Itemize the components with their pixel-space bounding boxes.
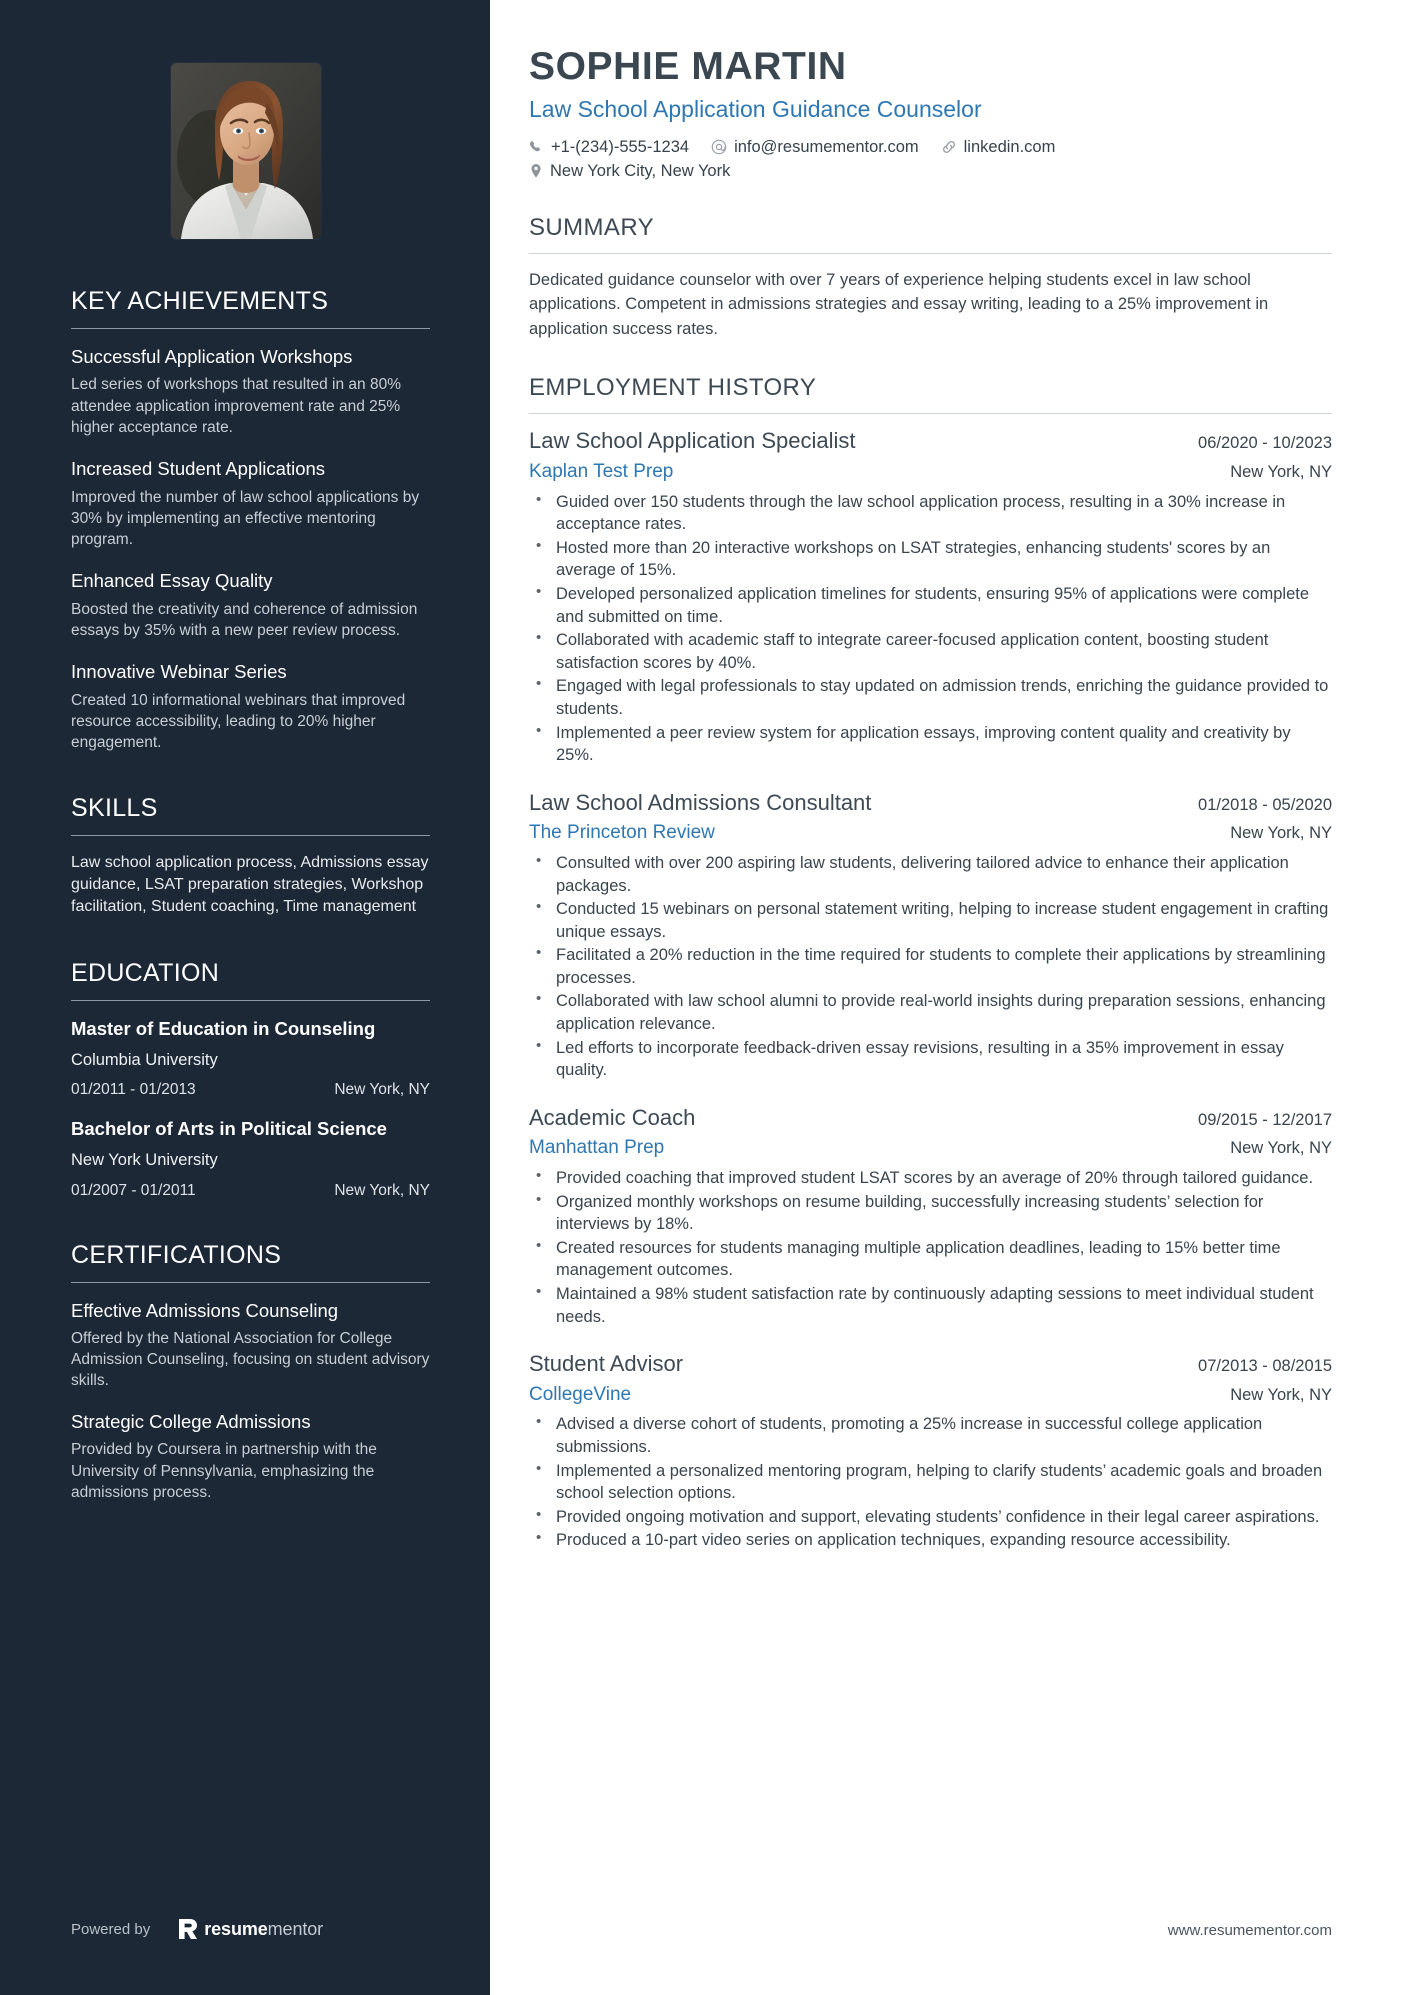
employment-title: Law School Application Specialist — [529, 428, 856, 454]
divider — [529, 413, 1332, 414]
employment-company: The Princeton Review — [529, 822, 715, 844]
bullet-item: • Created resources for students managing multiple application deadlines, leading to 15% better time management outcomes. — [529, 1237, 1332, 1282]
employment-title: Student Advisor — [529, 1351, 684, 1377]
achievement-title: Increased Student Applications — [71, 458, 326, 480]
employment-company-row — [529, 822, 1332, 845]
contact-link — [941, 138, 1056, 157]
certification-title: Strategic College Admissions — [71, 1411, 311, 1433]
employment-bullets — [529, 852, 1332, 1082]
phone-value: +1-(234)-555-1234 — [551, 137, 690, 156]
employment-bullets — [529, 1413, 1332, 1552]
bullet-item: • Led efforts to incorporate feedback-driven essay revisions, resulting in a 35% improvement in essay quality. — [529, 1037, 1332, 1082]
education-meta — [71, 1182, 430, 1200]
section-employment-history — [529, 374, 1332, 1552]
divider — [71, 1282, 430, 1283]
employment-company-row — [529, 461, 1332, 484]
bullet-item: • Advised a diverse cohort of students, promoting a 25% increase in successful college application submissions. — [529, 1413, 1332, 1458]
brand-bold-part: resume — [204, 1918, 268, 1939]
logo-r-icon — [178, 1918, 197, 1940]
section-key-achievements — [71, 286, 430, 753]
education-location: New York, NY — [334, 1081, 430, 1099]
education-degree: Master of Education in Counseling — [71, 1018, 376, 1040]
certification-description: Offered by the National Association for College Admission Counseling, focusing on student advisory skills. — [71, 1329, 430, 1390]
bullet-item: • Developed personalized application timelines for students, ensuring 95% of applications were complete and submitted on time. — [529, 583, 1332, 628]
employment-dates: 01/2018 - 05/2020 — [1198, 795, 1332, 814]
employment-dates: 06/2020 - 10/2023 — [1198, 434, 1332, 453]
bullet-item: • Provided ongoing motivation and support, elevating students’ confidence in their legal career aspirations. — [529, 1506, 1332, 1529]
bullet-item: • Provided coaching that improved student LSAT scores by an average of 20% through tailored guidance. — [529, 1167, 1332, 1190]
summary-text: Dedicated guidance counselor with over 7 years of experience helping students excel in law school applications. Competent in admissions strategies and essay writing, leading to a 25% improvement in application success rates. — [529, 271, 1269, 338]
bullet-item: • Conducted 15 webinars on personal statement writing, helping to increase student engagement in crafting unique essays. — [529, 898, 1332, 943]
brand-light-part: mentor — [267, 1918, 324, 1939]
bullet-item: • Produced a 10-part video series on application techniques, expanding resource accessibility. — [529, 1529, 1332, 1552]
employment-bullets — [529, 1167, 1332, 1328]
achievement-item — [71, 345, 430, 438]
employment-bullets — [529, 491, 1332, 767]
section-summary — [529, 214, 1332, 341]
employment-company-row — [529, 1384, 1332, 1407]
bullet-item: • Consulted with over 200 aspiring law students, delivering tailored advice to enhance their application packages. — [529, 852, 1332, 897]
bullet-item: • Implemented a peer review system for application essays, improving content quality and creativity by 25%. — [529, 722, 1332, 767]
certification-item — [71, 1410, 430, 1503]
bullet-item: • Collaborated with law school alumni to provide real-world insights during preparation sessions, enhancing application relevance. — [529, 990, 1332, 1035]
achievement-description: Created 10 informational webinars that improved resource accessibility, leading to 20% higher engagement. — [71, 691, 406, 751]
certification-description: Provided by Coursera in partnership with the University of Pennsylvania, emphasizing the admissions process. — [71, 1441, 377, 1501]
main-content — [490, 0, 1410, 1995]
education-school: New York University — [71, 1151, 218, 1170]
contact-info — [529, 138, 1169, 181]
employment-title: Academic Coach — [529, 1104, 696, 1130]
bullet-item: • Organized monthly workshops on resume building, successfully increasing students’ selection for interviews by 18%. — [529, 1191, 1332, 1236]
employment-title-row — [529, 1105, 1332, 1131]
employment-company-row — [529, 1137, 1332, 1160]
location-value: New York City, New York — [550, 161, 731, 180]
section-education — [71, 958, 430, 1199]
bullet-item: • Engaged with legal professionals to stay updated on admission trends, enriching the guidance provided to students. — [529, 675, 1332, 720]
section-certifications — [71, 1240, 430, 1504]
contact-location — [529, 162, 1169, 181]
resumementor-logo — [178, 1918, 323, 1940]
education-heading: EDUCATION — [71, 959, 220, 988]
link-value: linkedin.com — [963, 137, 1056, 156]
skills-list: Law school application process, Admissions essay guidance, LSAT preparation strategies, Workshop facilitation, Student coaching, Time management — [71, 854, 429, 916]
education-meta — [71, 1081, 430, 1099]
resume-header — [529, 45, 1332, 181]
employment-dates: 09/2015 - 12/2017 — [1198, 1110, 1332, 1129]
divider — [71, 835, 430, 836]
key-achievements-heading: KEY ACHIEVEMENTS — [71, 287, 329, 315]
resumementor-mark-icon — [178, 1918, 197, 1940]
bullet-item: • Collaborated with academic staff to integrate career-focused application content, boosting student satisfaction scores by 40%. — [529, 629, 1332, 674]
employment-company: CollegeVine — [529, 1383, 632, 1405]
phone-icon — [529, 140, 544, 155]
bullet-item: • Guided over 150 students through the law school application process, resulting in a 30% increase in acceptance rates. — [529, 491, 1332, 536]
achievement-description: Led series of workshops that resulted in an 80% attendee application improvement rate and 25% higher acceptance rate. — [71, 376, 401, 436]
email-value: info@resumementor.com — [734, 137, 919, 156]
contact-email — [711, 138, 919, 157]
education-item — [71, 1117, 430, 1199]
employment-title: Law School Admissions Consultant — [529, 789, 872, 815]
page-title: SOPHIE MARTIN — [529, 45, 847, 88]
divider — [71, 328, 430, 329]
achievement-description: Boosted the creativity and coherence of admission essays by 35% with a new peer review process. — [71, 600, 418, 639]
profile-photo-image — [171, 63, 321, 239]
job-role-subtitle: Law School Application Guidance Counselor — [529, 95, 982, 122]
section-skills — [71, 793, 430, 918]
resumementor-wordmark — [204, 1919, 323, 1940]
employment-title-row — [529, 428, 1332, 454]
certification-title: Effective Admissions Counseling — [71, 1299, 339, 1321]
education-item — [71, 1017, 430, 1099]
employment-location: New York, NY — [1230, 824, 1332, 843]
achievement-item — [71, 660, 430, 753]
location-pin-icon — [529, 163, 543, 179]
powered-by-label: Powered by — [71, 1920, 151, 1938]
achievement-title: Successful Application Workshops — [71, 346, 353, 367]
divider — [71, 1000, 430, 1001]
achievement-item — [71, 569, 430, 641]
education-degree: Bachelor of Arts in Political Science — [71, 1118, 387, 1140]
sidebar-footer — [71, 1918, 323, 1940]
education-dates: 01/2007 - 01/2011 — [71, 1181, 196, 1199]
achievement-item — [71, 457, 430, 550]
education-school: Columbia University — [71, 1051, 218, 1070]
achievement-title: Innovative Webinar Series — [71, 661, 287, 683]
achievement-title: Enhanced Essay Quality — [71, 570, 273, 592]
phone-glyph — [529, 140, 544, 155]
summary-heading: SUMMARY — [529, 213, 655, 241]
employment-location: New York, NY — [1230, 1385, 1332, 1404]
employment-location: New York, NY — [1230, 1139, 1332, 1158]
bullet-item: • Implemented a personalized mentoring program, helping to clarify students’ academic goals and broaden school selection options. — [529, 1460, 1332, 1505]
achievement-description: Improved the number of law school applications by 30% by implementing an effective mentoring program. — [71, 488, 420, 548]
employment-title-row — [529, 790, 1332, 816]
education-location: New York, NY — [334, 1181, 430, 1199]
skills-heading: SKILLS — [71, 794, 158, 823]
avatar — [171, 63, 321, 239]
website-footer: www.resumementor.com — [1167, 1922, 1332, 1939]
employment-company: Kaplan Test Prep — [529, 460, 674, 482]
employment-item — [529, 1351, 1332, 1552]
link-icon — [941, 139, 957, 155]
contact-phone — [529, 138, 689, 157]
bullet-item: • Maintained a 98% student satisfaction rate by continuously adapting sessions to meet individual student needs. — [529, 1283, 1332, 1328]
certification-item — [71, 1299, 430, 1392]
sidebar — [0, 0, 490, 1995]
certifications-heading: CERTIFICATIONS — [71, 1240, 282, 1269]
employment-item — [529, 1105, 1332, 1328]
chain-link-glyph — [941, 139, 957, 155]
employment-company: Manhattan Prep — [529, 1137, 665, 1159]
divider — [529, 253, 1332, 254]
employment-item — [529, 790, 1332, 1082]
employment-title-row — [529, 1351, 1332, 1377]
bullet-item: • Hosted more than 20 interactive workshops on LSAT strategies, enhancing students' scores by an average of 15%. — [529, 537, 1332, 582]
employment-history-heading: EMPLOYMENT HISTORY — [529, 373, 817, 401]
bullet-item: • Facilitated a 20% reduction in the time required for students to complete their applications by streamlining processes. — [529, 944, 1332, 989]
employment-item — [529, 428, 1332, 766]
map-pin-glyph — [529, 163, 543, 179]
at-glyph — [711, 139, 727, 155]
education-dates: 01/2011 - 01/2013 — [71, 1081, 196, 1099]
employment-location: New York, NY — [1230, 462, 1332, 481]
employment-dates: 07/2013 - 08/2015 — [1198, 1357, 1332, 1376]
email-icon — [711, 139, 727, 155]
